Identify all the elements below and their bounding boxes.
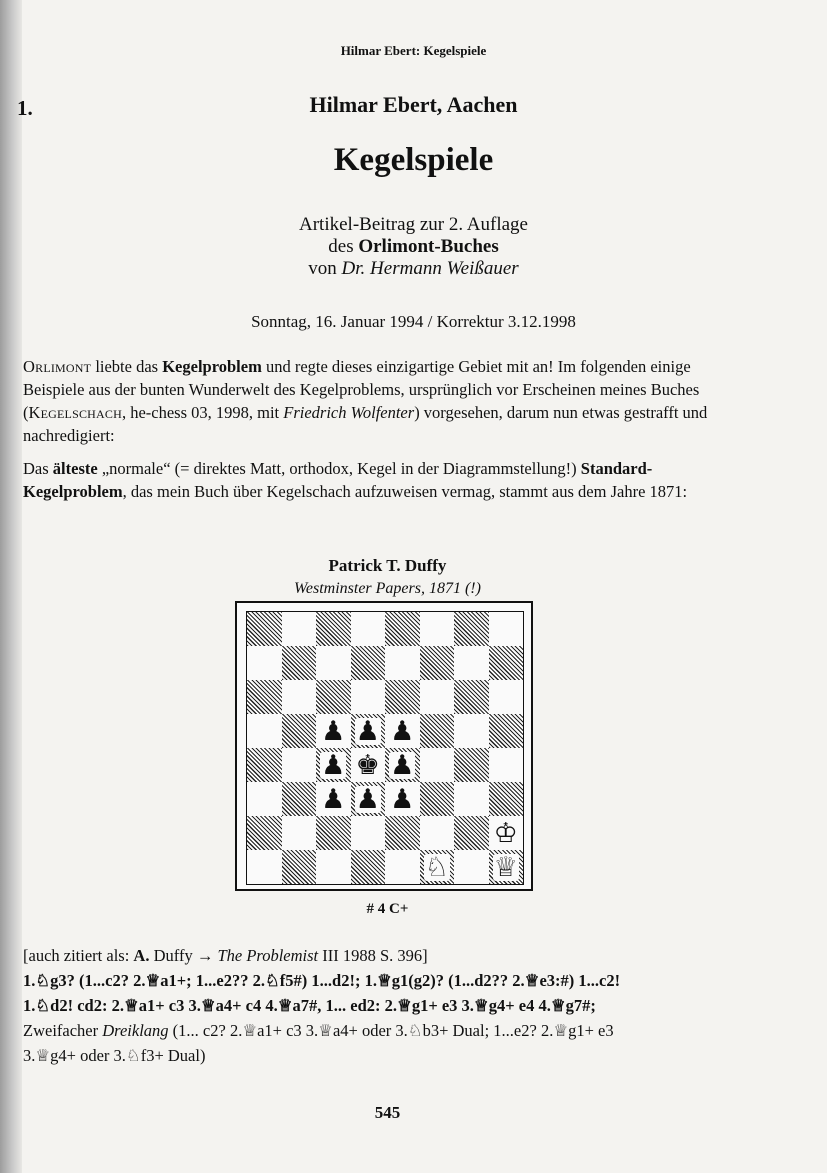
article-title: Kegelspiele bbox=[333, 142, 494, 178]
black-pawn-c3-icon: ♟ bbox=[321, 783, 346, 815]
citation-initial: A. bbox=[133, 946, 150, 965]
square-a1 bbox=[247, 850, 282, 884]
solution-line-1: 1.♘g3? (1...c2? 2.♕a1+; 1...e2?? 2.♘f5#) 1...d2!; 1.♕g1(g2)? (1...d2?? 2.♕e3:#) 1...c2! bbox=[23, 971, 621, 990]
subtitle-line-2 bbox=[0, 236, 827, 258]
square-g6 bbox=[454, 680, 489, 714]
intro-text-1: liebte das bbox=[91, 357, 163, 376]
solution-line-4: 3.♕g4+ oder 3.♘f3+ Dual) bbox=[23, 1046, 206, 1065]
square-c8 bbox=[316, 612, 351, 646]
square-h7 bbox=[489, 646, 524, 680]
subtitle-editor-name: Dr. Hermann Weißauer bbox=[341, 258, 519, 279]
square-c4 bbox=[316, 748, 351, 782]
square-g1 bbox=[454, 850, 489, 884]
square-g7 bbox=[454, 646, 489, 680]
square-h2 bbox=[489, 816, 524, 850]
square-b7 bbox=[282, 646, 317, 680]
square-d4 bbox=[351, 748, 386, 782]
square-e8 bbox=[385, 612, 420, 646]
citation-mid: Duffy → bbox=[149, 946, 218, 965]
square-e7 bbox=[385, 646, 420, 680]
square-f5 bbox=[420, 714, 455, 748]
square-b6 bbox=[282, 680, 317, 714]
intro2-text-1: Das bbox=[23, 459, 53, 478]
diagram-source: Westminster Papers, 1871 (!) bbox=[294, 580, 481, 597]
intro-paragraph-2 bbox=[23, 457, 743, 503]
diagram-stipulation: # 4 C+ bbox=[366, 901, 409, 917]
square-f7 bbox=[420, 646, 455, 680]
square-h1 bbox=[489, 850, 524, 884]
square-a6 bbox=[247, 680, 282, 714]
citation-prefix: [auch zitiert als: bbox=[23, 946, 134, 965]
square-e3 bbox=[385, 782, 420, 816]
square-h3 bbox=[489, 782, 524, 816]
chess-diagram bbox=[235, 601, 533, 891]
square-h8 bbox=[489, 612, 524, 646]
square-g5 bbox=[454, 714, 489, 748]
square-e2 bbox=[385, 816, 420, 850]
square-c1 bbox=[316, 850, 351, 884]
square-g8 bbox=[454, 612, 489, 646]
square-e4 bbox=[385, 748, 420, 782]
author-line: Hilmar Ebert, Aachen bbox=[309, 92, 518, 117]
diagram-composer: Patrick T. Duffy bbox=[328, 556, 447, 575]
square-b1 bbox=[282, 850, 317, 884]
black-pawn-d3-icon: ♟ bbox=[355, 783, 380, 815]
intro2-text-3: , das mein Buch über Kegelschach aufzuweisen vermag, stammt aus dem Jahre 1871: bbox=[122, 482, 688, 501]
black-pawn-c5-icon: ♟ bbox=[321, 715, 346, 747]
intro2-text-2: „normale“ (= direktes Matt, orthodox, Kegel in der Diagrammstellung!) bbox=[97, 459, 581, 478]
black-pawn-e4-icon: ♟ bbox=[390, 749, 415, 781]
square-f1 bbox=[420, 850, 455, 884]
square-c2 bbox=[316, 816, 351, 850]
intro-text-4: ) vorgesehen, darum nun etwas gestrafft und nachredigiert: bbox=[23, 403, 708, 445]
solution-block bbox=[23, 943, 783, 1068]
square-e1 bbox=[385, 850, 420, 884]
square-c6 bbox=[316, 680, 351, 714]
black-pawn-d5-icon: ♟ bbox=[355, 715, 380, 747]
solution-line-3-prefix: Zweifacher bbox=[23, 1021, 103, 1040]
solution-dreiklang: Dreiklang bbox=[102, 1021, 169, 1040]
citation-journal: The Problemist bbox=[217, 946, 319, 965]
square-a3 bbox=[247, 782, 282, 816]
square-d5 bbox=[351, 714, 386, 748]
square-b4 bbox=[282, 748, 317, 782]
running-head: Hilmar Ebert: Kegelspiele bbox=[340, 43, 487, 58]
square-d8 bbox=[351, 612, 386, 646]
square-h4 bbox=[489, 748, 524, 782]
square-b8 bbox=[282, 612, 317, 646]
square-d1 bbox=[351, 850, 386, 884]
square-c7 bbox=[316, 646, 351, 680]
square-h6 bbox=[489, 680, 524, 714]
square-f4 bbox=[420, 748, 455, 782]
square-d3 bbox=[351, 782, 386, 816]
intro-orlimont: Orlimont bbox=[23, 357, 92, 376]
black-pawn-e5-icon: ♟ bbox=[390, 715, 415, 747]
subtitle-line-3 bbox=[0, 258, 827, 280]
subtitle-line-3-prefix: von bbox=[308, 258, 342, 279]
square-a8 bbox=[247, 612, 282, 646]
intro-wolfenter: Friedrich Wolfenter bbox=[283, 403, 415, 422]
square-c5 bbox=[316, 714, 351, 748]
intro2-standard: Standard-Kegelproblem bbox=[23, 459, 653, 501]
square-b3 bbox=[282, 782, 317, 816]
square-d7 bbox=[351, 646, 386, 680]
solution-citation bbox=[23, 943, 783, 968]
square-c3 bbox=[316, 782, 351, 816]
square-f3 bbox=[420, 782, 455, 816]
square-e5 bbox=[385, 714, 420, 748]
square-a7 bbox=[247, 646, 282, 680]
black-king-d4-icon: ♚ bbox=[355, 749, 380, 781]
article-number: 1. bbox=[17, 96, 33, 120]
square-g3 bbox=[454, 782, 489, 816]
chess-board-grid bbox=[246, 611, 524, 885]
black-pawn-e3-icon: ♟ bbox=[390, 783, 415, 815]
square-f6 bbox=[420, 680, 455, 714]
subtitle-line-1: Artikel-Beitrag zur 2. Auflage bbox=[299, 214, 528, 235]
square-g2 bbox=[454, 816, 489, 850]
intro2-aelteste: älteste bbox=[52, 459, 98, 478]
subtitle-line-2-prefix: des bbox=[328, 236, 359, 257]
square-b5 bbox=[282, 714, 317, 748]
square-g4 bbox=[454, 748, 489, 782]
square-a5 bbox=[247, 714, 282, 748]
subtitle-book-name: Orlimont-Buches bbox=[358, 236, 499, 257]
square-b2 bbox=[282, 816, 317, 850]
square-f8 bbox=[420, 612, 455, 646]
black-pawn-c4-icon: ♟ bbox=[321, 749, 346, 781]
square-h5 bbox=[489, 714, 524, 748]
square-e6 bbox=[385, 680, 420, 714]
solution-line-3 bbox=[23, 1018, 783, 1043]
square-a2 bbox=[247, 816, 282, 850]
intro-paragraph bbox=[23, 355, 743, 447]
citation-suffix: III 1988 S. 396] bbox=[318, 946, 428, 965]
date-line: Sonntag, 16. Januar 1994 / Korrektur 3.12.1998 bbox=[251, 312, 576, 331]
intro-kegelschach: Kegelschach bbox=[28, 403, 122, 422]
white-knight-f1-icon: ♘ bbox=[424, 851, 449, 883]
solution-line-2: 1.♘d2! cd2: 2.♕a1+ c3 3.♕a4+ c4 4.♕a7#, 1... ed2: 2.♕g1+ e3 3.♕g4+ e4 4.♕g7#; bbox=[23, 996, 596, 1015]
square-a4 bbox=[247, 748, 282, 782]
white-king-h2-icon: ♔ bbox=[493, 817, 518, 849]
white-queen-h1-icon: ♕ bbox=[493, 851, 518, 883]
page-number: 545 bbox=[374, 1103, 401, 1122]
intro-text-3: , he-chess 03, 1998, mit bbox=[121, 403, 284, 422]
solution-line-3-rest: (1... c2? 2.♕a1+ c3 3.♕a4+ oder 3.♘b3+ Dual; 1...e2? 2.♕g1+ e3 bbox=[168, 1021, 614, 1040]
intro-kegelproblem: Kegelproblem bbox=[162, 357, 262, 376]
square-f2 bbox=[420, 816, 455, 850]
intro-text-2: und regte dieses einzigartige Gebiet mit an! Im folgenden einige Beispiele aus der bunten Wunderwelt des Kegelproblems, ursprünglich vor Erscheinen meines Buches ( bbox=[23, 357, 700, 422]
square-d6 bbox=[351, 680, 386, 714]
square-d2 bbox=[351, 816, 386, 850]
